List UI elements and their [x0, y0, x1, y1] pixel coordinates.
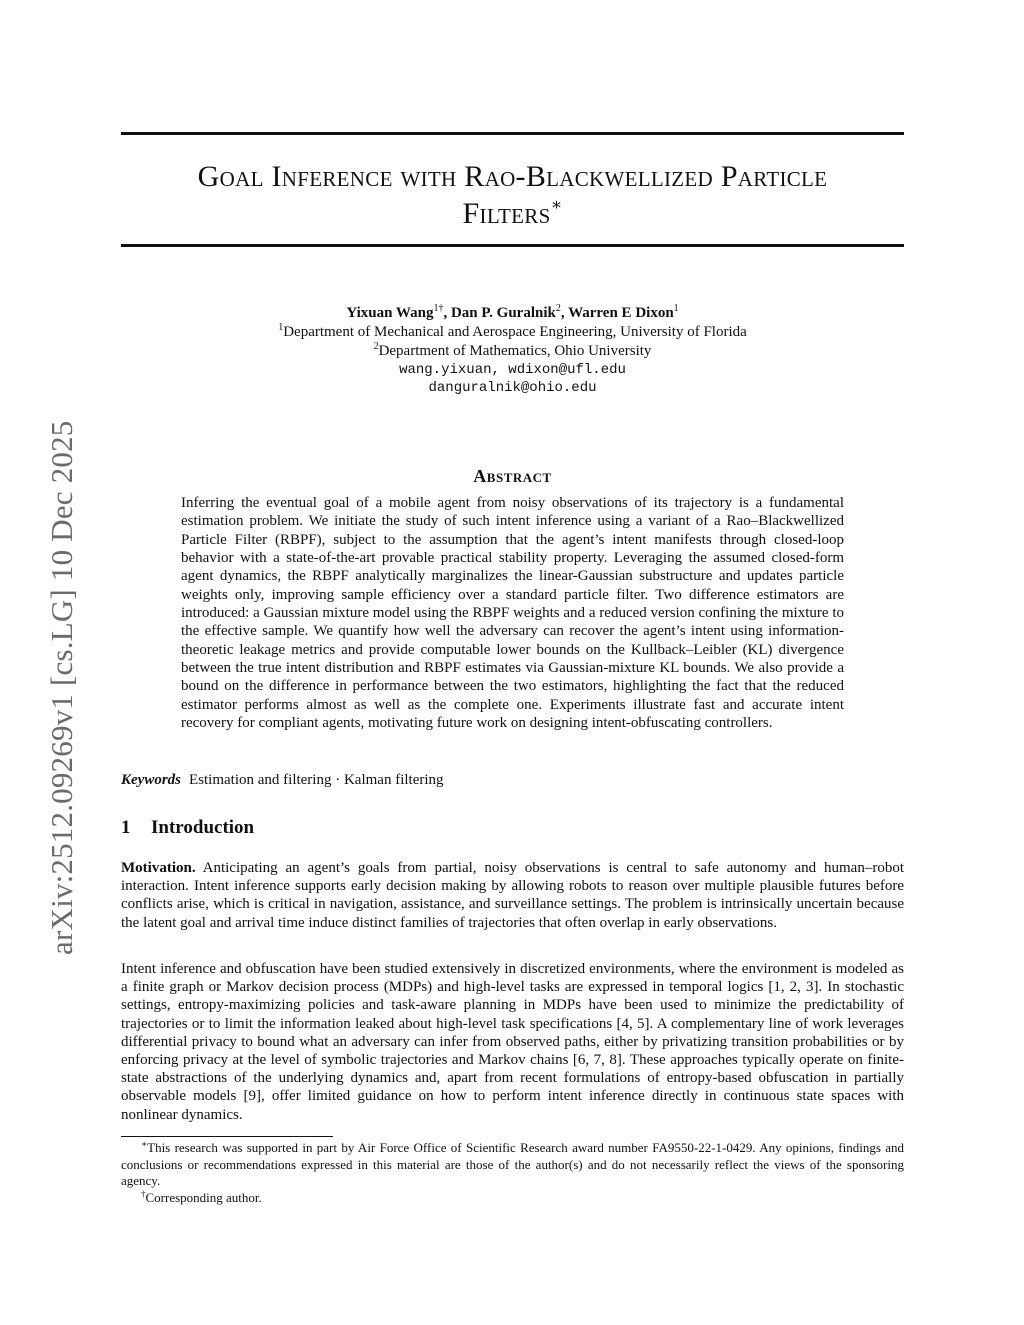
keywords-line	[121, 771, 444, 789]
keywords-text: Estimation and filtering · Kalman filtering	[189, 772, 444, 788]
author-1-marks: 1†	[433, 303, 444, 314]
footnote-2-mark: †	[141, 1188, 146, 1199]
affiliation-1-mark: 1	[278, 322, 284, 333]
author-separator: ,	[560, 305, 569, 321]
footnote-2-text: Corresponding author.	[145, 1189, 262, 1205]
paragraph-related-work: Intent inference and obfuscation have been studied extensively in discretized environments, where the environment is modeled as a finite graph or Markov decision process (MDPs) and high-level tasks are expressed in temporal logics [1, 2, 3]. In stochastic settings, entropy-maximizing policies and task-aware planning in MDPs have been used to minimize the predictability of trajectories or to limit the information leaked about high-level task specifications [4, 5]. A complementary line of work leverages differential privacy to bound what an adversary can infer from observed paths, either by privatizing transition probabilities or by enforcing privacy at the level of symbolic trajectories and Markov chains [6, 7, 8]. These approaches typically operate on finite-state abstractions of the underlying dynamics and, apart from recent formulations of entropy-based obfuscation in partially observable models [9], offer limited guidance on how to perform intent inference directly in continuous state spaces with nonlinear dynamics.	[121, 961, 904, 1123]
author-names	[121, 304, 904, 323]
affiliation-2-text: Department of Mathematics, Ohio University	[378, 343, 652, 359]
arxiv-identifier: arXiv:2512.09269v1 [cs.LG] 10 Dec 2025	[44, 420, 79, 955]
affiliation-1-text: Department of Mechanical and Aerospace Engineering, University of Florida	[283, 324, 747, 340]
email-line-2[interactable]: danguralnik@ohio.edu	[428, 380, 597, 396]
title-line-1: Goal Inference with Rao-Blackwellized Particle	[197, 160, 828, 193]
affiliation-1	[121, 323, 904, 342]
email-line-1[interactable]: wang.yixuan, wdixon@ufl.edu	[399, 362, 626, 378]
arxiv-sidebar	[0, 0, 79, 960]
footnote-1	[121, 1140, 904, 1190]
section-title: Introduction	[151, 817, 255, 838]
section-heading-introduction	[121, 817, 254, 839]
section-number: 1	[121, 817, 131, 838]
paper-title	[121, 158, 904, 232]
footnote-rule	[121, 1136, 333, 1137]
title-top-rule	[121, 132, 904, 135]
footnote-1-mark: ∗	[141, 1139, 148, 1149]
keywords-label: Keywords	[121, 772, 181, 788]
paragraph-text: Anticipating an agent’s goals from partial, noisy observations is central to safe autonomy and human–robot interaction. Intent inference supports early decision making by allowing robots to reason over multiple plausible futures before conflicts arise, which is critical in navigation, assistance, and surveillance settings. The problem is intrinsically uncertain because the latent goal and arrival time induce distinct families of trajectories that often overlap in early observations.	[121, 860, 904, 931]
title-bottom-rule	[121, 244, 904, 247]
footnote-2	[121, 1190, 904, 1207]
author-block	[121, 304, 904, 397]
paragraph-lead: Motivation.	[121, 860, 196, 876]
author-separator: ,	[443, 305, 451, 321]
abstract-body: Inferring the eventual goal of a mobile agent from noisy observations of its trajectory is a fundamental estimation problem. We initiate the study of such intent inference using a variant of a Rao–Blackwellized Particle Filter (RBPF), subject to the assumption that the agent’s intent manifests through closed-loop behavior with a state-of-the-art provable practical stability property. Leveraging the assumed closed-form agent dynamics, the RBPF analytically marginalizes the linear-Gaussian substructure and updates particle weights only, improving sample efficiency over a standard particle filter. Two difference estimators are introduced: a Gaussian mixture model using the RBPF weights and a reduced version confining the mixture to the effective sample. We quantify how well the adversary can recover the agent’s intent using information-theoretic leakage metrics and provide computable lower bounds on the Kullback–Leibler (KL) divergence between the true intent distribution and RBPF estimates via Gaussian-mixture KL bounds. We also provide a bound on the difference in performance between the two estimators, highlighting the fact that the reduced estimator performs almost as well as the complete one. Experiments illustrate fast and accurate intent recovery for compliant agents, motivating future work on designing intent-obfuscating controllers.	[181, 495, 844, 732]
abstract-heading: Abstract	[473, 466, 552, 486]
footnotes	[121, 1140, 904, 1206]
paragraph-motivation	[121, 859, 904, 932]
footnote-1-text: This research was supported in part by Air Force Office of Scientific Research award number FA9550-22-1-0429. Any opinions, findings and conclusions or recommendations expressed in this material are those of the author(s) and do not necessarily reflect the views of the sponsoring agency.	[121, 1140, 904, 1188]
author-2-marks: 2	[555, 303, 561, 314]
author-3: Warren E Dixon	[568, 305, 674, 321]
affiliation-2	[121, 342, 904, 361]
author-1: Yixuan Wang	[346, 305, 434, 321]
title-line-2: Filters	[462, 197, 551, 230]
title-footnote-mark: ∗	[550, 195, 563, 214]
author-2: Dan P. Guralnik	[450, 305, 556, 321]
affiliation-2-mark: 2	[373, 341, 379, 352]
author-3-marks: 1	[673, 303, 679, 314]
